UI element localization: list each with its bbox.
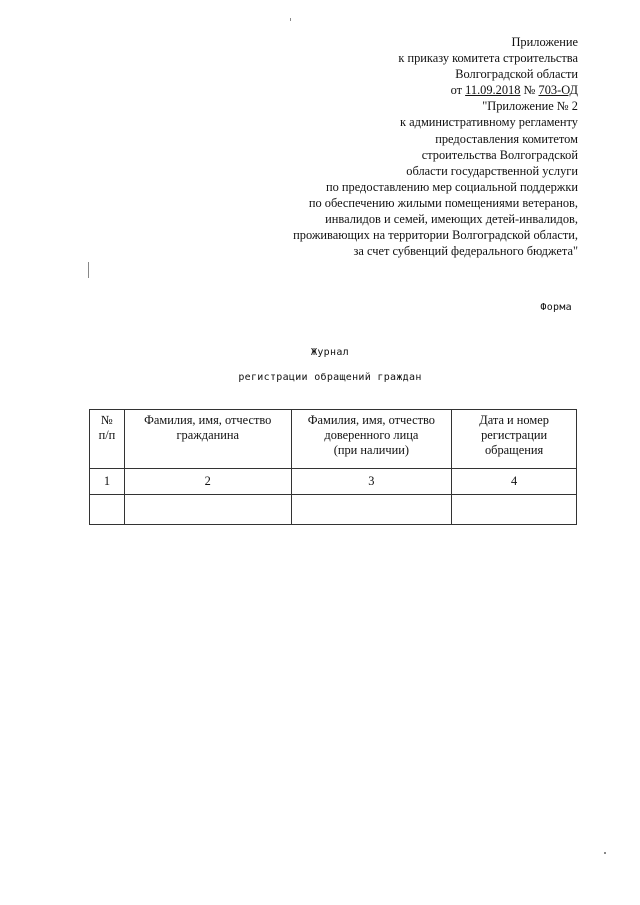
header-text: Фамилия, имя, отчество xyxy=(307,413,435,427)
header-text: п/п xyxy=(98,428,116,442)
header-cell-proxy-name xyxy=(291,410,452,469)
journal-subtitle: регистрации обращений граждан xyxy=(238,372,422,383)
annex-line-6: по предоставлению мер социальной поддержки xyxy=(325,179,578,194)
annex-line-3: предоставления комитетом xyxy=(435,131,578,146)
header-text: № xyxy=(101,413,113,427)
header-text: регистрации xyxy=(481,428,548,442)
order-date: 11.09.2018 xyxy=(465,83,521,98)
table-header-row xyxy=(90,410,577,469)
column-number-cell: 4 xyxy=(452,469,577,495)
order-number-sign: № xyxy=(523,83,536,98)
header-line-order-date xyxy=(238,82,578,98)
header-line-region: Волгоградской области xyxy=(455,67,578,82)
header-text: Дата и номер xyxy=(479,413,549,427)
header-cell-number xyxy=(90,410,125,469)
journal-title: Журнал xyxy=(311,347,349,358)
scan-speck xyxy=(290,18,291,21)
header-text: Фамилия, имя, отчество xyxy=(144,413,272,427)
annex-line-2: к административному регламенту xyxy=(400,115,578,130)
header-cell-citizen-name xyxy=(124,410,291,469)
header-line-order: к приказу комитета строительства xyxy=(398,51,578,66)
form-label: Форма xyxy=(540,302,572,313)
header-line-annex: Приложение xyxy=(511,35,578,49)
annex-line-7: по обеспечению жилыми помещениями ветеранов, xyxy=(308,195,578,210)
annex-line-9: проживающих на территории Волгоградской области, xyxy=(293,228,578,243)
header-text: доверенного лица xyxy=(324,428,419,442)
empty-cell xyxy=(452,495,577,525)
empty-cell xyxy=(291,495,452,525)
header-text: (при наличии) xyxy=(333,443,410,457)
header-cell-registration xyxy=(452,410,577,469)
journal-table xyxy=(89,409,577,525)
scan-speck xyxy=(88,262,89,278)
annex-line-4: строительства Волгоградской xyxy=(421,147,578,162)
header-text: гражданина xyxy=(176,428,240,442)
annex-line-8: инвалидов и семей, имеющих детей-инвалидов, xyxy=(325,212,578,227)
scan-speck xyxy=(604,852,606,854)
annex-line-5: области государственной услуги xyxy=(406,163,578,178)
annex-line-1: "Приложение № 2 xyxy=(482,99,578,114)
order-number: 703-ОД xyxy=(538,83,578,98)
empty-cell xyxy=(124,495,291,525)
column-number-cell: 1 xyxy=(90,469,125,495)
document-header xyxy=(238,34,578,259)
annex-line-10: за счет субвенций федерального бюджета" xyxy=(353,244,578,259)
column-number-cell: 3 xyxy=(291,469,452,495)
header-text: обращения xyxy=(484,443,544,457)
empty-cell xyxy=(90,495,125,525)
column-number-cell: 2 xyxy=(124,469,291,495)
table-row xyxy=(90,495,577,525)
order-prefix: от xyxy=(450,83,463,98)
table-row xyxy=(90,469,577,495)
